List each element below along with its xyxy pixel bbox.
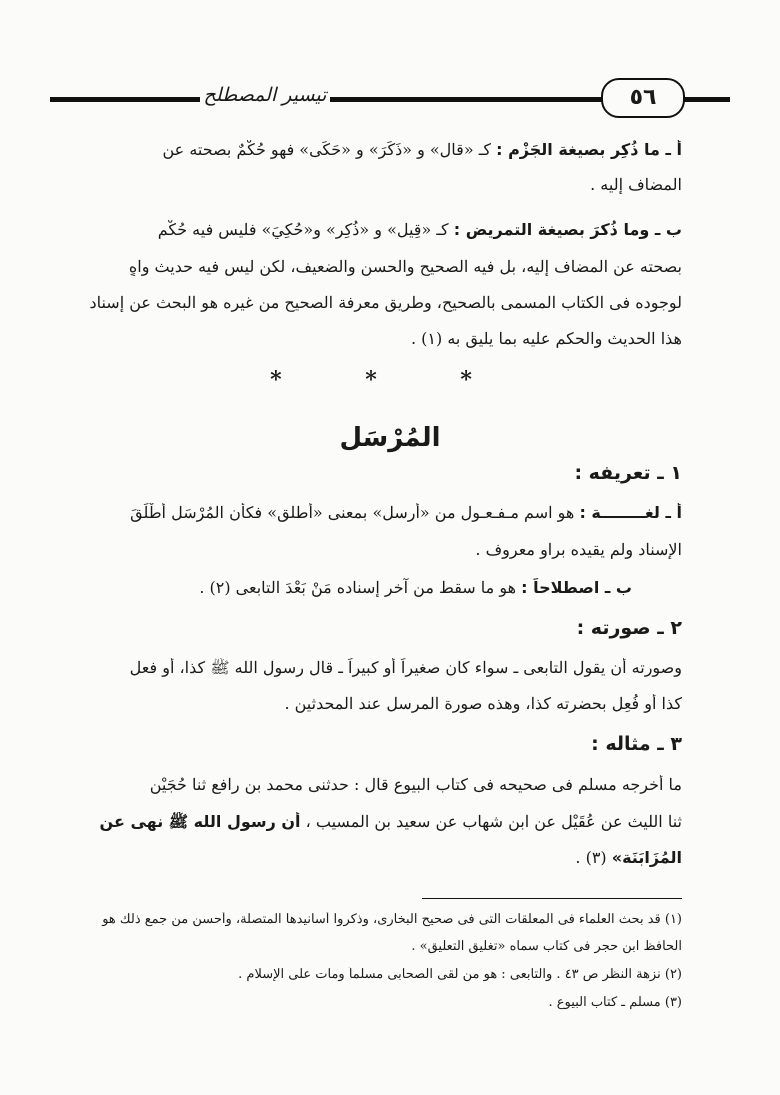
definition-istilah-line	[62, 578, 632, 597]
definition-heading: ١ ـ تعريفه :	[574, 462, 682, 484]
form-heading: ٢ ـ صورته :	[576, 617, 682, 639]
definition-lugha-line1	[62, 503, 682, 522]
example-line2	[62, 812, 682, 835]
footnote-2: (٢) نزهة النظر ص ٤٣ . والتابعى : هو من لقى الصحابى مسلماً ومات على الإسلام .	[238, 967, 682, 982]
example-line3-ref: (٣) .	[575, 848, 607, 867]
intro-a-line2: المضاف إليه .	[590, 175, 682, 194]
istilah-text: هو ما سقط من آخر إسناده مَنْ بَعْدَ التابعى (٢) .	[199, 578, 517, 597]
intro-a-text: كـ «قال» و «ذَكَرَ» و «حَكَى» فهو حُكْمٌ بصحته عن	[162, 140, 491, 159]
intro-b-line1	[62, 220, 682, 239]
lugha-label: أ ـ لغــــــــة :	[579, 503, 682, 522]
definition-lugha-line2: الإسناد ولم يقيده براوٍ معروف .	[475, 540, 682, 559]
example-heading: ٣ ـ مثاله :	[591, 733, 682, 755]
intro-b-label: ب ـ وما ذُكرَ بصيغة التمريض :	[453, 220, 682, 239]
istilah-label: ب ـ اصطلاحاً :	[521, 578, 632, 597]
intro-a-label: أ ـ ما ذُكِر بصيغة الجَزْم :	[496, 140, 682, 159]
intro-b-line4: هذا الحديث والحكم عليه بما يليق به (١) .	[411, 329, 682, 348]
section-title: المُرْسَل	[339, 423, 441, 453]
footnote-1-line2: الحافظ ابن حجر فى كتاب سماه «تغليق التعليق» .	[411, 939, 682, 954]
example-line3	[62, 848, 682, 867]
example-line1: ما أخرجه مسلم فى صحيحه فى كتاب البيوع قال : حدثنى محمد بن رافع ثنا حُجَيْن	[149, 775, 682, 794]
page-header	[50, 78, 730, 122]
page-number: ٥٦	[601, 78, 685, 118]
footnote-1-line1: (١) قد بحث العلماء فى المعلقات التى فى صحيح البخارى، وذكروا أسانيدها المتصلة، وأحسن من جمع ذلك هو	[102, 912, 682, 927]
form-line1: وصورته أن يقول التابعى ـ سواء كان صغيراً أو كبيراً ـ قال رسول الله ﷺ كذا، أو فعل	[129, 658, 682, 677]
example-line3-hadith: المُزَابَنَة»	[611, 848, 682, 867]
footnote-rule	[422, 898, 682, 899]
running-title: تيسير المصطلح	[200, 84, 330, 114]
example-line2-text: ثنا الليث عن عُقَيْل عن ابن شهاب عن سعيد بن المسيب ،	[305, 812, 682, 831]
intro-b-line2: بصحته عن المضاف إليه، بل فيه الصحيح والحسن والضعيف، لكن ليس فيه حديث واهٍ	[128, 257, 682, 276]
lugha-text: هو اسم مـفـعـول من «أرسل» بمعنى «أطلق» فكأن المُرْسَل أَطْلَقَ	[130, 503, 575, 522]
intro-b-line3: لوجوده فى الكتاب المسمى بالصحيح، وطريق معرفة الصحيح من غيره هو البحث عن إسناد	[89, 293, 682, 312]
example-line2-hadith: أن رسول الله ﷺ نهى عن	[99, 812, 301, 831]
intro-b-text: كـ «قِيل» و «ذُكِر» و«حُكِيَ» فليس فيه حُكْم	[157, 220, 449, 239]
form-line2: كذا أو فُعِل بحضرته كذا، وهذه صورة المرسل عند المحدثين .	[284, 694, 682, 713]
footnote-3: (٣) مسلم ـ كتاب البيوع .	[548, 995, 682, 1010]
section-separator: * * *	[270, 367, 510, 393]
intro-a-line1	[62, 140, 682, 159]
